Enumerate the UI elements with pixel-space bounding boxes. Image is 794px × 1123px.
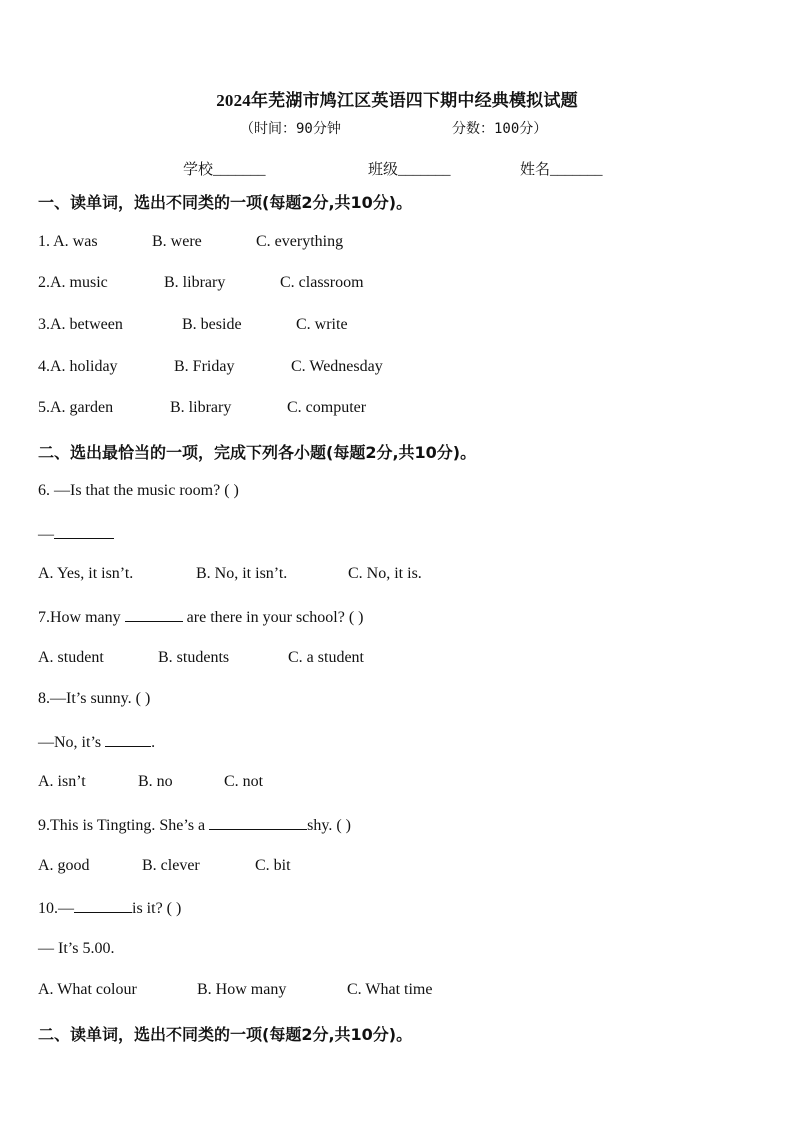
option-a: 1. A. was: [38, 233, 98, 250]
option-a: A. isn’t: [38, 773, 86, 790]
section-1-heading: 一、读单词，选出不同类的一项(每题2分,共10分)。: [38, 193, 413, 212]
question-3: [38, 316, 348, 334]
stem-start: 7.How many: [38, 609, 125, 626]
option-c: C. What time: [347, 981, 433, 998]
option-a: A. student: [38, 649, 104, 666]
question-9-options: [38, 857, 291, 875]
option-c: C. classroom: [280, 274, 364, 291]
option-c: C. computer: [287, 399, 367, 416]
question-8-stem: 8.—It’s sunny. ( ): [38, 690, 151, 707]
stem-start: 9.This is Tingting. She’s a: [38, 817, 210, 834]
dash: —: [38, 526, 54, 543]
answer-blank: [105, 732, 151, 747]
option-a: A. Yes, it isn’t.: [38, 565, 134, 582]
section-2-heading: 二、选出最恰当的一项，完成下列各小题(每题2分,共10分)。: [38, 443, 477, 462]
option-b: B. Friday: [174, 358, 235, 375]
answer-blank: [125, 607, 183, 622]
question-7-options: [38, 649, 364, 667]
school-field: 学校_______: [183, 162, 266, 178]
option-b: B. were: [152, 233, 202, 250]
question-5: [38, 399, 366, 417]
option-c: C. not: [224, 773, 264, 790]
question-6-answer-line: [38, 524, 114, 544]
stem-end: shy. ( ): [307, 817, 351, 834]
option-c: C. write: [296, 316, 348, 333]
question-10-options: [38, 981, 432, 999]
option-b: B. How many: [197, 981, 287, 998]
question-4: [38, 358, 383, 376]
option-a: A. good: [38, 857, 90, 874]
question-2: [38, 274, 364, 292]
option-c: C. everything: [256, 233, 344, 250]
question-8-options: [38, 773, 263, 791]
page-title: 2024年芜湖市鸠江区英语四下期中经典模拟试题: [216, 91, 578, 110]
option-c: C. Wednesday: [291, 358, 383, 375]
section-3-heading: 二、读单词，选出不同类的一项(每题2分,共10分)。: [38, 1025, 413, 1044]
option-a: A. What colour: [38, 981, 137, 998]
option-c: C. bit: [255, 857, 291, 874]
reply-start: —No, it’s: [38, 734, 106, 751]
option-a: 4.A. holiday: [38, 358, 118, 375]
option-c: C. No, it is.: [348, 565, 422, 582]
question-10-stem: [38, 898, 181, 918]
option-b: B. No, it isn’t.: [196, 565, 288, 582]
class-field: 班级_______: [368, 162, 451, 178]
option-b: B. library: [170, 399, 232, 416]
stem-end: is it? ( ): [132, 900, 182, 917]
option-b: B. students: [158, 649, 230, 666]
option-c: C. a student: [288, 649, 364, 666]
answer-blank: [209, 815, 307, 830]
reply-end: .: [151, 734, 156, 751]
stem-end: are there in your school? ( ): [182, 609, 364, 626]
exam-score: 分数：100分）: [452, 121, 548, 137]
name-field: 姓名_______: [520, 162, 603, 178]
option-a: 2.A. music: [38, 274, 108, 291]
option-b: B. clever: [142, 857, 200, 874]
answer-blank: [74, 898, 132, 913]
answer-blank: [54, 524, 114, 539]
question-9-stem: [38, 815, 351, 835]
option-a: 3.A. between: [38, 316, 123, 333]
question-6-stem: 6. —Is that the music room? ( ): [38, 482, 239, 499]
option-b: B. beside: [182, 316, 242, 333]
question-1: [38, 233, 343, 251]
stem-start: 10.—: [38, 900, 74, 917]
exam-time: （时间：90分钟: [240, 121, 341, 137]
question-6-options: [38, 565, 422, 583]
option-b: B. no: [138, 773, 173, 790]
question-10-reply: — It’s 5.00.: [38, 940, 115, 957]
option-a: 5.A. garden: [38, 399, 114, 416]
option-b: B. library: [164, 274, 226, 291]
question-8-reply: [38, 732, 155, 752]
question-7-stem: [38, 607, 363, 627]
